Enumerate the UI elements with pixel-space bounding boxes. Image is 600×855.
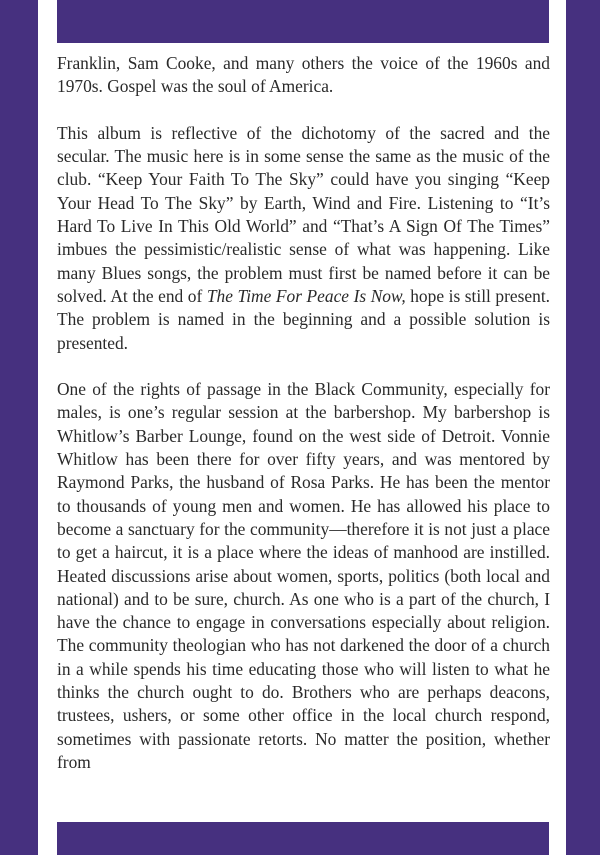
border-right-column <box>566 43 600 855</box>
paragraph-3 <box>57 378 550 774</box>
paragraph-2-text-b: hope is still present. The problem is named in the beginning and a possible solution is presented. <box>57 285 550 353</box>
paragraph-2-text-a: This album is reflective of the dichotomy of the sacred and the secular. The music here is in some sense the same as the music of the club. “Keep Your Faith To The Sky” could have you singing “Keep Your Head To The Sky” by Earth, Wind and Fire. Listening to “It’s Hard To Live In This Old World” and “That’s A Sign Of The Times” imbues the pessimistic/realistic sense of what was happening. Like many Blues songs, the problem must first be named before it can be solved. At the end of <box>57 122 550 306</box>
paragraph-2 <box>57 122 550 355</box>
border-left-column <box>0 43 38 855</box>
body-text <box>57 52 550 774</box>
paragraph-1 <box>57 52 550 99</box>
border-top-left-block <box>0 0 38 43</box>
paragraph-3-text: One of the rights of passage in the Black Community, especially for males, is one’s regular session at the barbershop. My barbershop is Whitlow’s Barber Lounge, found on the west side of Detroit. Vonnie Whitlow has been there for over fifty years, and was mentored by Raymond Parks, the husband of Rosa Parks. He has been the mentor to thousands of young men and women. He has allowed his place to become a sanctuary for the community—therefore it is not just a place to get a haircut, it is a place where the ideas of manhood are instilled. Heated discussions arise about women, sports, politics (both local and national) and to be sure, church. As one who is a part of the church, I have the chance to engage in conversations especially about religion. The community theologian who has not darkened the door of a church in a while spends his time educating those who will listen to what he thinks the church ought to do. Brothers who are perhaps deacons, trustees, ushers, or some other office in the local church respond, sometimes with passionate retorts. No matter the position, whether from <box>57 379 550 772</box>
border-top-banner <box>57 0 549 43</box>
border-top-right-block <box>566 0 600 43</box>
paragraph-1-text: Franklin, Sam Cooke, and many others the voice of the 1960s and 1970s. Gospel was the soul of America. <box>57 53 550 97</box>
album-title-italic: The Time For Peace Is Now, <box>206 285 406 306</box>
border-bottom-banner <box>57 822 549 855</box>
